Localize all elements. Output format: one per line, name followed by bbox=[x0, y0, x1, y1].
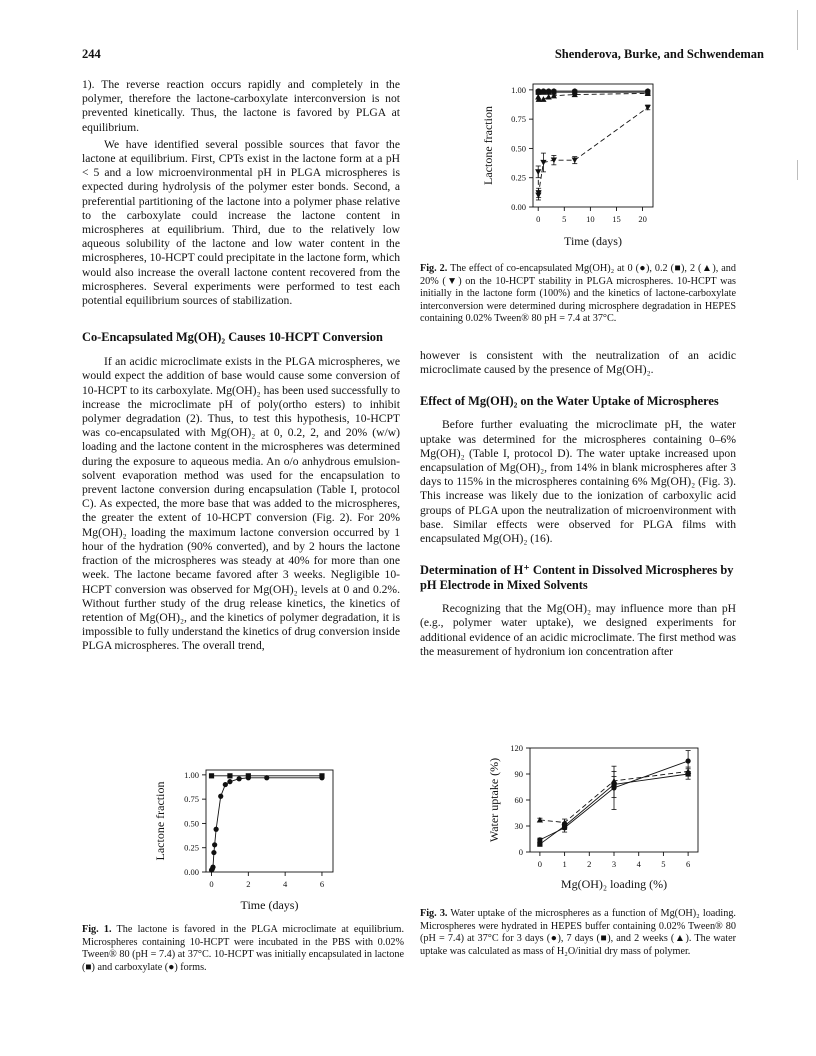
y-tick-label: 0.50 bbox=[511, 143, 526, 154]
x-tick-label: 0 bbox=[536, 214, 541, 224]
x-tick-label: 5 bbox=[562, 214, 567, 224]
figure-3-caption bbox=[420, 908, 736, 958]
y-tick-label: 1.00 bbox=[511, 84, 526, 95]
y-tick-label: 0 bbox=[518, 847, 523, 857]
x-tick-label: 4 bbox=[636, 859, 641, 869]
data-point-triangle-down bbox=[572, 158, 578, 164]
data-point-square bbox=[227, 773, 232, 778]
data-point-circle bbox=[211, 850, 216, 855]
data-point-circle bbox=[214, 827, 219, 832]
y-tick-label: 30 bbox=[514, 821, 523, 831]
section-heading: Effect of Mg(OH)₂ on the Water Uptake of Microspheres bbox=[420, 394, 719, 409]
y-tick-label: 0.75 bbox=[511, 114, 526, 125]
figure-1-caption bbox=[82, 924, 404, 974]
x-tick-label: 15 bbox=[612, 214, 621, 224]
paragraph: Before further evaluating the microclimate pH, the water uptake was determined for the microspheres containing 0–6% Mg(OH)₂ (Table I, protocol D). The water uptake increased upon encapsulation of Mg(OH)₂, from 14% in blank microspheres after 3 days to 115% in the microspheres containing 6% Mg(OH)₂ (Fig. 3). This increase was likely due to the ionization of carboxylic acid groups of PLGA upon the neutralization of microenvironment with base. Similar effects were observed for PLGA films with encapsulated Mg(OH)₂ (16). bbox=[420, 418, 736, 546]
section-heading: Co-Encapsulated Mg(OH)₂ Causes 10-HCPT Conversion bbox=[82, 330, 383, 345]
caption-text: Water uptake of the microspheres as a function of Mg(OH)₂ loading. Microspheres were hydrated in HEPES buffer containing 0.02% Tween® 80 (pH = 7.4) at 37°C for 3 days (●), 7 days (■), and 2 weeks (▲). The water uptake was calculated as mass of H₂O/initial dry mass of polymer. bbox=[420, 908, 736, 957]
data-point-circle bbox=[218, 794, 223, 799]
y-tick-label: 60 bbox=[514, 795, 523, 805]
paragraph: however is consistent with the neutralization of an acidic microclimate caused by the presence of Mg(OH)₂. bbox=[420, 349, 736, 377]
edge-mark bbox=[797, 10, 798, 50]
x-tick-label: 0 bbox=[537, 859, 543, 869]
data-point-circle bbox=[237, 776, 242, 781]
y-tick-label: 0.75 bbox=[184, 794, 199, 805]
x-tick-label: 6 bbox=[685, 859, 691, 869]
x-tick-label: 20 bbox=[638, 214, 647, 224]
y-tick-label: 0.00 bbox=[184, 867, 199, 877]
plot-frame bbox=[533, 84, 653, 207]
data-point-square bbox=[537, 842, 542, 847]
series-line bbox=[538, 107, 648, 195]
y-tick-label: 1.00 bbox=[184, 769, 199, 780]
data-point-circle bbox=[319, 775, 324, 780]
x-tick-label: 5 bbox=[661, 859, 666, 869]
left-column bbox=[82, 78, 400, 654]
y-tick-label: 0.25 bbox=[184, 842, 199, 853]
x-axis-label: Mg(OH)₂ loading (%) bbox=[560, 877, 668, 891]
data-point-triangle-down bbox=[540, 160, 546, 166]
caption-label: Fig. 2. bbox=[420, 263, 448, 274]
y-tick-label: 120 bbox=[510, 743, 523, 753]
y-tick-label: 0.25 bbox=[511, 172, 526, 183]
data-point-circle bbox=[210, 865, 215, 870]
section-heading: Determination of H⁺ Content in Dissolved Microspheres by pH Electrode in Mixed Solvents bbox=[420, 563, 734, 593]
data-point-circle bbox=[264, 775, 269, 780]
right-column bbox=[420, 349, 736, 659]
figure-2-chart bbox=[420, 72, 736, 257]
paragraph: If an acidic microclimate exists in the PLGA microspheres, we would expect the addition of base would cause some conversion of 10-HCPT to its carboxylate. Mg(OH)₂ has been used successfully to increase the microclimate pH of poly(ortho esters) to inhibit polymer degradation (2). Thus, to test this hypothesis, 10-HCPT was co-encapsulated with Mg(OH)₂ at 0, 0.2, 2, and 20% (w/w) loading and the lactone content in the microspheres was determined during the exposure to aqueous media. An o/o anhydrous emulsion-solvent evaporation method was used for the encapsulation to prevent lactone conversion during encapsulation (Table I, protocol C). As expected, the more base that was added to the microspheres, the greater the extent of 10-HCPT conversion (Fig. 2). For 20% Mg(OH)₂ loading the maximum lactone conversion occurred by 1 hour of the hydration (90% converted), and by 2 hours the lactone fraction of the microspheres was steady at 40% for more than one week. The lactone became favored after 3 weeks. Negligible 10-HCPT conversion was observed for Mg(OH)₂ levels at 0 and 0.2%. Without further study of the drug release kinetics, the kinetics of retention of Mg(OH)₂, and the kinetics of polymer degradation, it is impossible to fully understand the kinetics of drug conversion inside PLGA microspheres. The overall trend, bbox=[82, 355, 400, 653]
figure-2-caption bbox=[420, 263, 736, 326]
data-point-circle bbox=[223, 782, 228, 787]
caption-text: The lactone is favored in the PLGA microclimate at equilibrium. Microspheres containing 10-HCPT were incubated in the PBS with 0.02% Tween® 80 (pH = 7.4) at 37°C. 10-HCPT was initially encapsulated in lactone (■) and carboxylate (●) forms. bbox=[82, 924, 404, 973]
x-axis-label: Time (days) bbox=[240, 898, 299, 912]
x-tick-label: 4 bbox=[283, 879, 288, 889]
caption-label: Fig. 3. bbox=[420, 908, 448, 919]
y-axis-label: Lactone fraction bbox=[153, 781, 167, 861]
y-axis-label: Lactone fraction bbox=[481, 106, 495, 185]
y-tick-label: 90 bbox=[514, 769, 523, 779]
x-tick-label: 1 bbox=[562, 859, 567, 869]
data-point-square bbox=[209, 773, 214, 778]
data-point-circle bbox=[686, 758, 691, 763]
y-tick-label: 0.00 bbox=[511, 202, 526, 212]
x-tick-label: 10 bbox=[586, 214, 595, 224]
data-point-square bbox=[536, 90, 541, 95]
x-tick-label: 3 bbox=[611, 859, 617, 869]
x-tick-label: 2 bbox=[587, 859, 592, 869]
x-tick-label: 0 bbox=[209, 879, 214, 889]
x-tick-label: 2 bbox=[246, 879, 251, 889]
data-point-circle bbox=[227, 779, 232, 784]
paragraph: Recognizing that the Mg(OH)₂ may influence more than pH (e.g., polymer water uptake), we designed experiments for additional evidence of an acidic microclimate. The first method was the measurement of hydronium ion concentration after bbox=[420, 602, 736, 658]
data-point-circle bbox=[246, 775, 251, 780]
data-point-triangle-up bbox=[537, 817, 543, 823]
data-point-circle bbox=[212, 842, 217, 847]
paragraph: 1). The reverse reaction occurs rapidly and completely in the polymer, therefore the lactone-carboxylate interconversion is not prevented kinetically. Thus, the lactone is favored by PLGA at equilibrium. bbox=[82, 78, 400, 134]
data-point-square bbox=[541, 90, 546, 95]
y-axis-label: Water uptake (%) bbox=[487, 757, 501, 843]
x-tick-label: 6 bbox=[319, 879, 325, 889]
figure-1-chart bbox=[148, 762, 348, 920]
paragraph: We have identified several possible sources that favor the lactone at equilibrium. First, CPTs exist in the lactone form at a pH < 5 and a low microenvironmental pH in PLGA microspheres is expected during hydrolysis of the polymer ester bonds. Second, a preferential partitioning of the lactone into a polymer phase relative to the carboxylate could increase the lactone content in microspheres at equilibrium. Third, due to the relatively low aqueous solubility of the lactone and low water content in the microspheres, 10-HCPT could precipitate in the lactone form, which would also increase the overall lactone content recovered from the microspheres. Several experiments were performed to test each potential equilibrium sources of stabilization. bbox=[82, 137, 400, 308]
running-head: Shenderova, Burke, and Schwendeman bbox=[554, 47, 764, 61]
page-number: 244 bbox=[82, 47, 101, 61]
figure-3-chart bbox=[478, 740, 708, 903]
x-axis-label: Time (days) bbox=[564, 234, 622, 248]
y-tick-label: 0.50 bbox=[184, 818, 199, 829]
data-point-triangle-down bbox=[535, 169, 541, 175]
series-line bbox=[212, 778, 322, 870]
caption-text: The effect of co-encapsulated Mg(OH)₂ at 0 (●), 0.2 (■), 2 (▲), and 20% (▼) on the 10-HCPT stability in PLGA microspheres. 10-HCPT was initially in the lactone form (100%) and the kinetics of lactone-carboxylate interconversion were determined during microsphere degradation in HEPES containing 0.02% Tween® 80 pH = 7.4 at 37°C. bbox=[420, 263, 736, 325]
caption-label: Fig. 1. bbox=[82, 924, 112, 935]
edge-mark bbox=[797, 160, 798, 180]
